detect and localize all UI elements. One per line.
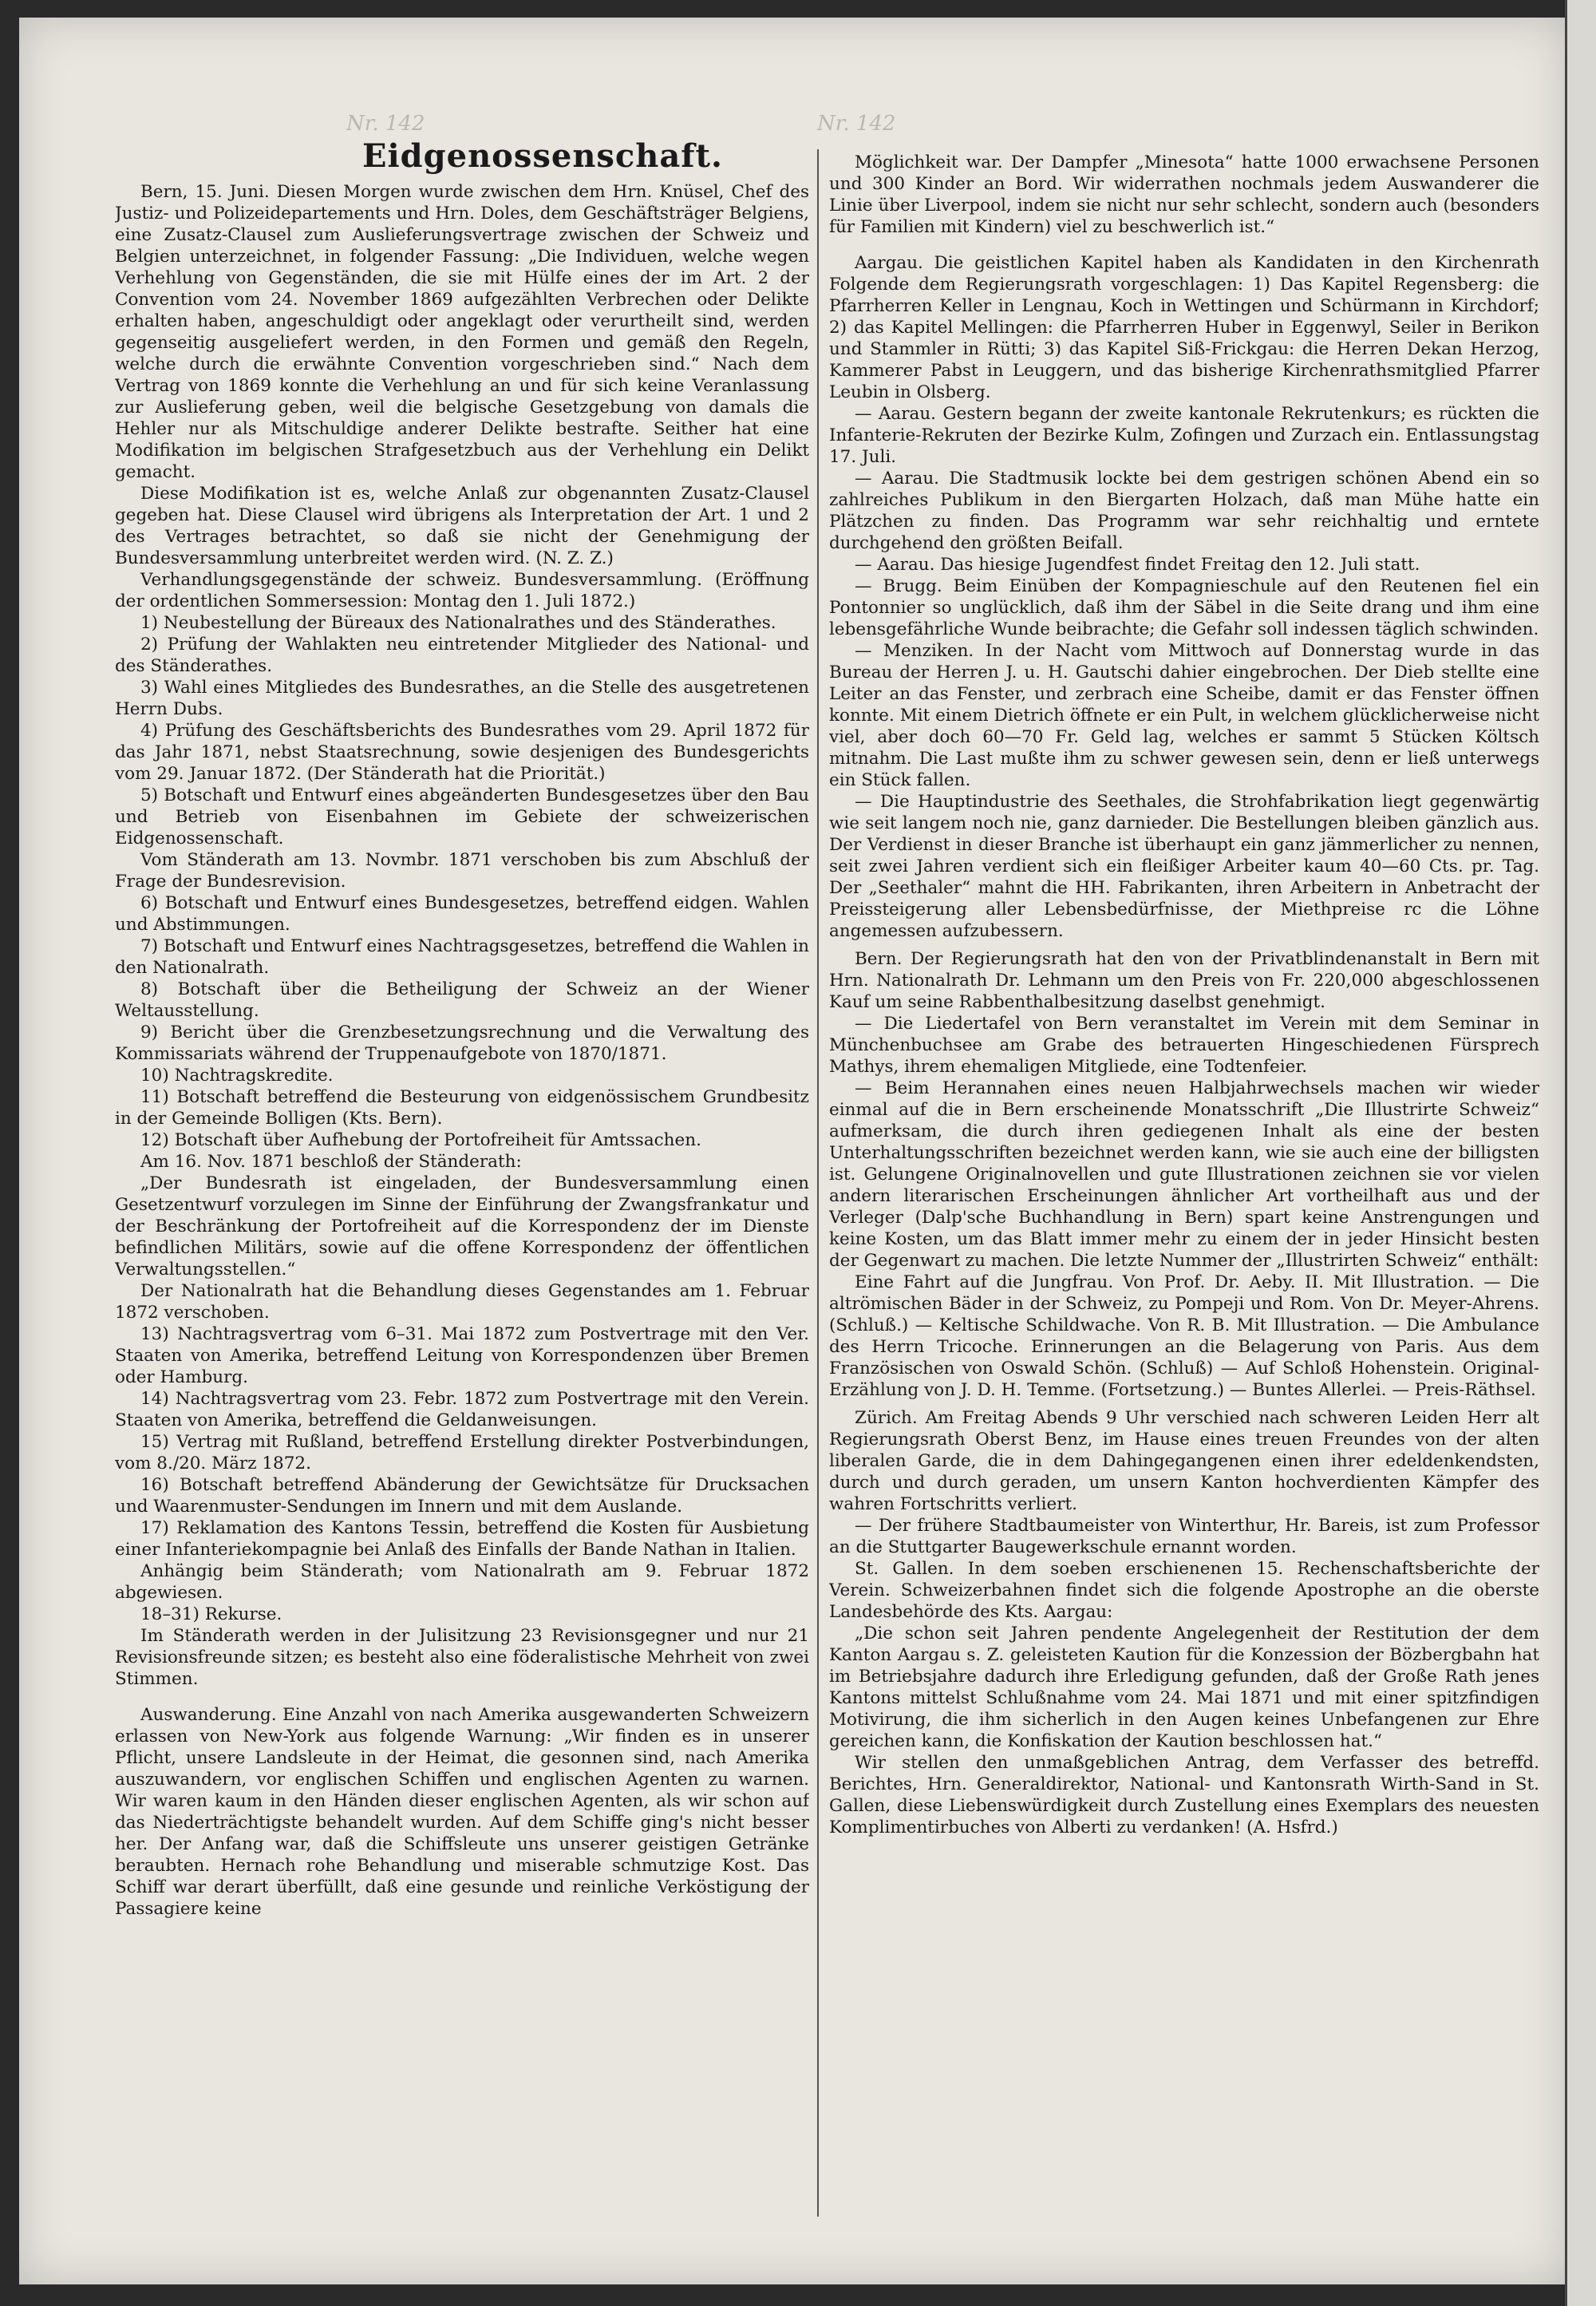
agenda-item: 6) Botschaft und Entwurf eines Bundesgesetzes, betreffend eidgen. Wahlen und Abstimmungen. — [115, 893, 809, 935]
agenda-item: 4) Prüfung des Geschäftsberichts des Bundesrathes vom 29. April 1872 für das Jahr 1871, nebst Staatsrechnung, sowie desjenigen des Bundesgerichts vom 29. Januar 1872. (Der Ständerath hat die Priorität.) — [115, 721, 809, 784]
article-aarau-youthfest: — Aarau. Das hiesige Jugendfest findet Freitag den 12. Juli statt. — [855, 555, 1420, 575]
agenda-item: 8) Botschaft über die Betheiligung der Schweiz an der Wiener Weltausstellung. — [115, 979, 809, 1021]
article-winterthur: — Der frühere Stadtbaumeister von Winterthur, Hr. Bareis, ist zum Professor an die Stuttgarter Baugewerkschule ernannt worden. — [829, 1516, 1539, 1557]
column-divider — [817, 149, 819, 2217]
article-bern-blind: Bern. Der Regierungsrath hat den von der Privatblindenanstalt in Bern mit Hrn. Nationalrath Dr. Lehmann um den Preis von Fr. 220,000 abgeschlossenen Kauf um seine Rabbenthalbesitzung daselbst genehmigt. — [829, 949, 1539, 1012]
article-proposal: Wir stellen den unmaßgeblichen Antrag, dem Verfasser des betreffd. Berichtes, Hrn. Generaldirektor, National- und Kantonsrath Wirth-Sand in St. Gallen, diese Liebenswürdigkeit durch Zustellung eines Exemplars des neuesten Komplimentirbuches von Alberti zu verdanken! (A. Hsfrd.) — [829, 1753, 1539, 1837]
faint-header-left: Nr. 142 — [346, 112, 425, 136]
article-brugg: — Brugg. Beim Einüben der Kompagnieschule auf den Reutenen fiel ein Pontonnier so unglücklich, daß ihm der Säbel in die Seite drang und ihm eine lebensgefährliche Wunde beibrachte; die Gefahr soll indessen täglich schwinden. — [829, 576, 1539, 639]
article-bern-extradition: Bern, 15. Juni. Diesen Morgen wurde zwischen dem Hrn. Knüsel, Chef des Justiz- und Polizeidepartements und Hrn. Doles, dem Geschäftsträger Belgiens, eine Zusatz-Clausel zum Auslieferungsvertrage zwischen der Schweiz und Belgien unterzeichnet, in folgender Fassung: „Die Individuen, welche wegen Verhehlung von Gegenständen, die sie mit Hülfe eines der im Art. 2 der Convention vom 24. November 1869 aufgezählten Verbrechen oder Delikte erhalten haben, angeschuldigt oder angeklagt oder verurtheilt sind, werden gegenseitig ausgeliefert werden, in den Formen und gemäß den Regeln, welche durch die erwähnte Convention vorgeschrieben sind.“ Nach dem Vertrag von 1869 konnte die Verhehlung an und für sich keine Veranlassung zur Auslieferung geben, weil die belgische Gesetzgebung von damals die Hehler nur als Mitschuldige anderer Delikte bestrafte. Seither hat eine Modifikation im belgischen Strafgesetzbuch aus der Verhehlung ein Delikt gemacht. — [115, 182, 809, 482]
agenda-item: 13) Nachtragsvertrag vom 6–31. Mai 1872 zum Postvertrage mit den Ver. Staaten von Amerika, betreffend Leitung von Korrespondenzen über Bremen oder Hamburg. — [115, 1324, 809, 1387]
article-aargau-chapters: Aargau. Die geistlichen Kapitel haben als Kandidaten in den Kirchenrath Folgende dem Regierungsrath vorgeschlagen: 1) Das Kapitel Regensberg: die Pfarrherren Keller in Lengnau, Koch in Wettingen und Schürmann in Kirchdorf; 2) das Kapitel Mellingen: die Pfarrherren Huber in Eggenwyl, Seiler in Berikon und Stammler in Rütti; 3) das Kapitel Siß-Frickgau: die Herren Dekan Herzog, Kammerer Pabst in Leuggern, und das bisherige Kirchenrathsmitglied Pfarrer Leubin in Olsberg. — [829, 253, 1539, 402]
newspaper-page — [19, 18, 1567, 2284]
article-aarau-recruits: — Aarau. Gestern begann der zweite kantonale Rekrutenkurs; es rückten die Infanterie-Rekruten der Bezirke Kulm, Zofingen und Zurzach ein. Entlassungstag 17. Juli. — [829, 404, 1539, 467]
article-clause-note: Diese Modifikation ist es, welche Anlaß zur obgenannten Zusatz-Clausel gegeben hat. Diese Clausel wird übrigens als Interpretation der Art. 1 und 2 des Vertrages betrachtet, so daß sie nicht der Genehmigung der Bundesversammlung unterbreitet werden wird. (N. Z. Z.) — [115, 484, 809, 568]
agenda-item: 15) Vertrag mit Rußland, betreffend Erstellung direkter Postverbindungen, vom 8./20. März 1872. — [115, 1432, 809, 1473]
article-bern-liedertafel: — Die Liedertafel von Bern veranstaltet im Verein mit dem Seminar in Münchenbuchsee am Grabe des betrauerten Hingeschiedenen Fürsprech Mathys, ihrem ehemaligen Mitgliede, eine Todtenfeier. — [829, 1014, 1539, 1077]
article-illustrirte-schweiz: — Beim Herannahen eines neuen Halbjahrwechsels machen wir wieder einmal auf die in Bern erscheinende Monatsschrift „Die Illustrirte Schweiz“ aufmerksam, die durch ihren gediegenen Inhalt als eine der besten Unterhaltungsschriften bezeichnet werden kann, wie sie auch eine der billigsten ist. Gelungene Originalnovellen und gute Illustrationen zeichnen sie vor vielen andern literarischen Erscheinungen ähnlicher Art vortheilhaft aus und der Verleger (Dalp'sche Buchhandlung in Bern) spart keine Anstrengungen und keine Kosten, um das Blatt immer mehr zu einem der in jeder Hinsicht besten der Gegenwart zu machen. Die letzte Nummer der „Illustrirten Schweiz“ enthält: — [829, 1078, 1539, 1271]
agenda-item: „Der Bundesrath ist eingeladen, der Bundesversammlung einen Gesetzentwurf vorzulegen im Sinne der Einführung der Zwangsfrankatur und der Beschränkung der Portofreiheit auf die Korrespondenz der im Dienste befindlichen Militärs, sowie auf die offene Korrespondenz der öffentlichen Verwaltungsstellen.“ — [115, 1173, 809, 1280]
agenda-item: Vom Ständerath am 13. Novmbr. 1871 verschoben bis zum Abschluß der Frage der Bundesrevision. — [115, 850, 809, 892]
agenda-item: Anhängig beim Ständerath; vom Nationalrath am 9. Februar 1872 abgewiesen. — [115, 1561, 809, 1603]
article-zurich-benz: Zürich. Am Freitag Abends 9 Uhr verschied nach schweren Leiden Herr alt Regierungsrath Oberst Benz, im Hause eines treuen Freundes von der alten liberalen Garde, die in dem Dahingegangenen einen ihrer edeldenkendsten, durch und durch geraden, um unsern Kanton hochverdienten Kämpfer des wahren Fortschritts verliert. — [829, 1408, 1539, 1514]
agenda-item: 18–31) Rekurse. — [140, 1604, 282, 1624]
section-heading-agenda: Verhandlungsgegenstände der schweiz. Bundesversammlung. (Eröffnung der ordentlichen Sommersession: Montag den 1. Juli 1872.) — [115, 570, 809, 611]
article-emigration-cont: Möglichkeit war. Der Dampfer „Minesota“ hatte 1000 erwachsene Personen und 300 Kinder an Bord. Wir widerrathen nochmals jedem Auswanderer die Linie über Liverpool, indem sie nicht nur sehr schlecht, sondern auch (besonders für Familien mit Kindern) viel zu beschwerlich ist.“ — [829, 152, 1539, 237]
agenda-item: 16) Botschaft betreffend Abänderung der Gewichtsätze für Drucksachen und Waarenmuster-Sendungen im Innern und mit dem Auslande. — [115, 1475, 809, 1517]
article-quote-boezberg: „Die schon seit Jahren pendente Angelegenheit der Restitution der dem Kanton Aargau s. Z. geleisteten Kaution für die Konzession der Bözbergbahn hat im Betriebsjahre dadurch ihre Erledigung gefunden, daß der Große Rath jenes Kantons mittelst Schlußnahme vom 24. Mai 1871 und mit einer spitzfindigen Motivirung, die ihm sicherlich in den Augen keines Unbefangenen zur Ehre gereichen kann, die Konfiskation der Kaution beschlossen hat.“ — [829, 1624, 1539, 1751]
article-aarau-music: — Aarau. Die Stadtmusik lockte bei dem gestrigen schönen Abend ein so zahlreiches Publikum in den Biergarten Holzach, daß man Mühe hatte ein Plätzchen zu finden. Das Programm war sehr reichhaltig und erntete durchgehend den größten Beifall. — [829, 469, 1539, 553]
page-edge — [1565, 0, 1596, 2306]
agenda-item: Der Nationalrath hat die Behandlung dieses Gegenstandes am 1. Februar 1872 verschoben. — [115, 1281, 809, 1323]
faint-header-right: Nr. 142 — [817, 112, 896, 136]
agenda-item: 7) Botschaft und Entwurf eines Nachtragsgesetzes, betreffend die Wahlen in den Nationalrath. — [115, 936, 809, 978]
article-st-gallen: St. Gallen. In dem soeben erschienenen 15. Rechenschaftsberichte der Verein. Schweizerbahnen findet sich die folgende Apostrophe an die oberste Landesbehörde des Kts. Aargau: — [829, 1559, 1539, 1622]
agenda-item: 12) Botschaft über Aufhebung der Portofreiheit für Amtssachen. — [140, 1130, 701, 1150]
article-seethal: — Die Hauptindustrie des Seethales, die Strohfabrikation liegt gegenwärtig wie seit langem noch nie, ganz darnieder. Die Bestellungen bleiben gänzlich aus. Der Verdienst in dieser Branche ist überhaupt ein ganz jämmerlicher zu nennen, seit zwei Jahren verdient sich ein fleißiger Arbeiter kaum 40—60 Cts. pr. Tag. Der „Seethaler“ mahnt die HH. Fabrikanten, ihren Arbeitern in Anbetracht der Preissteigerung aller Lebensbedürfnisse, der Miethpreise rc die Löhne angemessen aufzubessern. — [829, 792, 1539, 941]
left-column — [115, 181, 809, 2233]
agenda-item: 14) Nachtragsvertrag vom 23. Febr. 1872 zum Postvertrage mit den Verein. Staaten von Amerika, betreffend die Geldanweisungen. — [115, 1389, 809, 1430]
page-title: Eidgenossenschaft. — [362, 137, 723, 175]
agenda-item: 9) Bericht über die Grenzbesetzungsrechnung und die Verwaltung des Kommissariats während der Truppenaufgebote von 1870/1871. — [115, 1022, 809, 1064]
article-contents-list: Eine Fahrt auf die Jungfrau. Von Prof. Dr. Aeby. II. Mit Illustration. — Die altrömischen Bäder in der Schweiz, zu Pompeji und Rom. Von Dr. Meyer-Ahrens. (Schluß.) — Keltische Schildwache. Von R. B. Mit Illustration. — Die Ambulance des Herrn Tricoche. Erinnerungen an die Belagerung von Paris. Aus dem Französischen von Oswald Schön. (Schluß) — Auf Schloß Hohenstein. Original-Erzählung von J. D. H. Temme. (Fortsetzung.) — Buntes Allerlei. — Preis-Räthsel. — [829, 1272, 1539, 1400]
agenda-item: Im Ständerath werden in der Julisitzung 23 Revisionsgegner und nur 21 Revisionsfreunde sitzen; es besteht also eine föderalistische Mehrheit von zwei Stimmen. — [115, 1626, 809, 1689]
agenda-item: Am 16. Nov. 1871 beschloß der Ständerath: — [140, 1152, 522, 1172]
agenda-item: 17) Reklamation des Kantons Tessin, betreffend die Kosten für Ausbietung einer Infanteriekompagnie bei Anlaß des Einfalls der Bande Nathan in Italien. — [115, 1518, 809, 1560]
agenda-item: 2) Prüfung der Wahlakten neu eintretender Mitglieder des National- und des Ständerathes. — [115, 635, 809, 676]
right-column — [829, 152, 1539, 2203]
agenda-item: 3) Wahl eines Mitgliedes des Bundesrathes, an die Stelle des ausgetretenen Herrn Dubs. — [115, 678, 809, 719]
agenda-item: 1) Neubestellung der Büreaux des Nationalrathes und des Ständerathes. — [140, 613, 776, 633]
agenda-item: 5) Botschaft und Entwurf eines abgeänderten Bundesgesetzes über den Bau und Betrieb von Eisenbahnen im Gebiete der schweizerischen Eidgenossenschaft. — [115, 785, 809, 848]
agenda-item: 11) Botschaft betreffend die Besteurung von eidgenössischem Grundbesitz in der Gemeinde Bolligen (Kts. Bern). — [115, 1087, 809, 1129]
article-emigration: Auswanderung. Eine Anzahl von nach Amerika ausgewanderten Schweizern erlassen von New-York aus folgende Warnung: „Wir finden es in unserer Pflicht, unsere Landsleute in der Heimat, die gesonnen sind, nach Amerika auszuwandern, vor englischen Schiffen und englischen Agenten zu warnen. Wir waren kaum in den Händen dieser englischen Agenten, als wir schon auf das Niederträchtigste behandelt wurden. Auf dem Schiffe ging's nicht besser her. Der Anfang war, daß die Schiffsleute uns unserer geistigen Getränke beraubten. Hernach rohe Behandlung und miserable schmutzige Kost. Das Schiff war derart überfüllt, daß eine gesunde und reinliche Verköstigung der Passagiere keine — [115, 1705, 809, 1919]
agenda-item: 10) Nachtragskredite. — [140, 1066, 334, 1086]
agenda-list — [115, 612, 809, 1690]
article-menziken: — Menziken. In der Nacht vom Mittwoch auf Donnerstag wurde in das Bureau der Herren J. u. H. Gautschi dahier eingebrochen. Der Dieb stellte eine Leiter an das Fenster, und zerbrach eine Scheibe, damit er das Fenster öffnen konnte. Mit einem Dietrich öffnete er ein Pult, in welchem glücklicherweise nicht viel, aber doch 60—70 Fr. Geld lag, welches er sammt 5 Stücken Költsch mitnahm. Die Last mußte ihm zu schwer gewesen sein, denn er ließ unterwegs ein Stück fallen. — [829, 641, 1539, 790]
